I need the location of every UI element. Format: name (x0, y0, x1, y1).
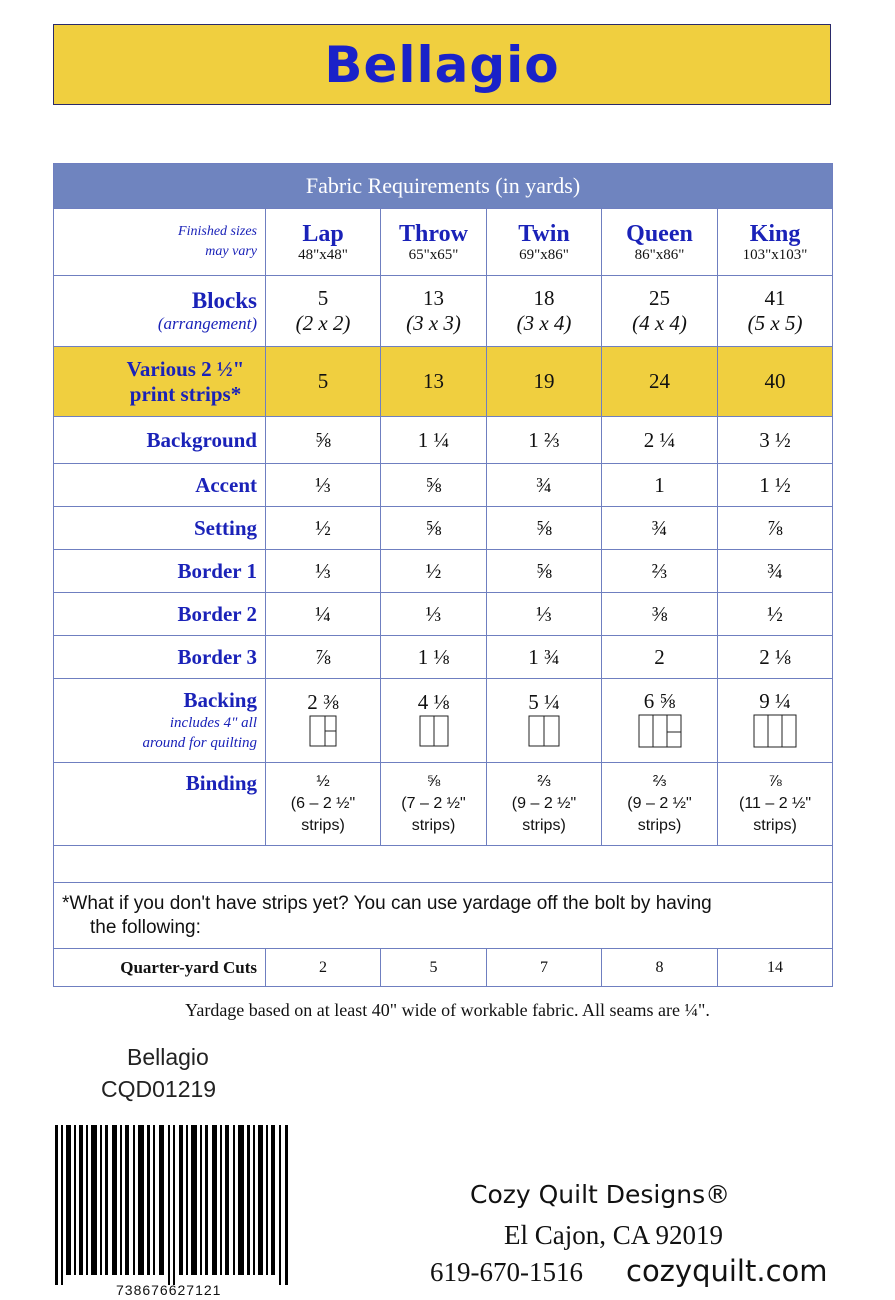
strips-label: Various 2 ½" print strips* (54, 347, 266, 417)
barcode (55, 1125, 293, 1285)
backing-cell: 9 ¼ (718, 679, 833, 763)
backing-diagram-icon (753, 714, 797, 748)
row-label: Background (54, 417, 266, 464)
backing-cell: 6 ⅝ (602, 679, 718, 763)
company-phone: 619-670-1516 (430, 1257, 583, 1287)
backing-diagram-icon (309, 715, 337, 747)
row-cell: ⅝ (487, 507, 602, 550)
company-city: El Cajon, CA 92019 (504, 1220, 724, 1250)
backing-cell: 4 ⅛ (381, 679, 487, 763)
row-cell: ½ (381, 550, 487, 593)
strips-cell: 13 (381, 347, 487, 417)
row-cell: ½ (718, 593, 833, 636)
size-throw: Throw 65"x65" (381, 209, 487, 276)
row-cell: 2 ¼ (602, 417, 718, 464)
row-cell: ½ (266, 507, 381, 550)
size-lap: Lap 48"x48" (266, 209, 381, 276)
row-label: Setting (54, 507, 266, 550)
row-cell: ⅞ (266, 636, 381, 679)
blocks-cell: 41 (5 x 5) (718, 276, 833, 347)
row-cell: ¼ (266, 593, 381, 636)
product-code: CQD01219 (101, 1076, 217, 1102)
binding-cell: ⅔ (9 – 2 ½" strips) (487, 763, 602, 846)
binding-cell: ⅔ (9 – 2 ½" strips) (602, 763, 718, 846)
row-cell: 1 ⅛ (381, 636, 487, 679)
row-cell: ⅓ (266, 550, 381, 593)
row-cell: 2 ⅛ (718, 636, 833, 679)
row-cell: 1 (602, 464, 718, 507)
row-cell: 1 ⅔ (487, 417, 602, 464)
blocks-label: Blocks (arrangement) (54, 276, 266, 347)
quarter-yard-cell: 2 (266, 949, 381, 987)
row-label: Border 3 (54, 636, 266, 679)
row-cell: ⅝ (487, 550, 602, 593)
barcode-number: 738676627121 (116, 1282, 222, 1298)
row-cell: 1 ¾ (487, 636, 602, 679)
row-cell: 2 (602, 636, 718, 679)
table-header: Fabric Requirements (in yards) (54, 164, 833, 209)
company-website[interactable]: cozyquilt.com (626, 1254, 828, 1288)
blocks-cell: 13 (3 x 3) (381, 276, 487, 347)
row-cell: ⅔ (602, 550, 718, 593)
strips-cell: 40 (718, 347, 833, 417)
blocks-cell: 5 (2 x 2) (266, 276, 381, 347)
strips-cell: 5 (266, 347, 381, 417)
quarter-yard-cell: 14 (718, 949, 833, 987)
row-cell: ⅞ (718, 507, 833, 550)
spacer-row (54, 846, 833, 883)
row-cell: ⅓ (266, 464, 381, 507)
backing-label: Backing includes 4" all around for quilting (54, 679, 266, 763)
quarter-yard-cell: 5 (381, 949, 487, 987)
quarter-yard-label: Quarter-yard Cuts (54, 949, 266, 987)
row-cell: ⅝ (266, 417, 381, 464)
title-banner (53, 24, 831, 105)
row-label: Accent (54, 464, 266, 507)
backing-cell: 5 ¼ (487, 679, 602, 763)
backing-diagram-icon (419, 715, 449, 747)
strips-cell: 24 (602, 347, 718, 417)
binding-cell: ⅞ (11 – 2 ½" strips) (718, 763, 833, 846)
row-cell: 3 ½ (718, 417, 833, 464)
product-name: Bellagio (127, 1044, 209, 1070)
size-twin: Twin 69"x86" (487, 209, 602, 276)
pattern-title: Bellagio (324, 35, 560, 94)
row-cell: ⅝ (381, 507, 487, 550)
quarter-yard-cell: 7 (487, 949, 602, 987)
blocks-cell: 25 (4 x 4) (602, 276, 718, 347)
binding-cell: ½ (6 – 2 ½" strips) (266, 763, 381, 846)
row-cell: ¾ (602, 507, 718, 550)
backing-diagram-icon (528, 715, 560, 747)
row-cell: 1 ¼ (381, 417, 487, 464)
size-queen: Queen 86"x86" (602, 209, 718, 276)
backing-diagram-icon (638, 714, 682, 748)
strips-cell: 19 (487, 347, 602, 417)
row-cell: ⅝ (381, 464, 487, 507)
binding-cell: ⅝ (7 – 2 ½" strips) (381, 763, 487, 846)
row-cell: ⅜ (602, 593, 718, 636)
size-note: Finished sizes may vary (54, 209, 266, 276)
strips-note: *What if you don't have strips yet? You can use yardage off the bolt by having the following: (54, 883, 833, 949)
fabric-requirements-table (53, 163, 833, 987)
blocks-cell: 18 (3 x 4) (487, 276, 602, 347)
row-label: Border 1 (54, 550, 266, 593)
row-cell: ⅓ (381, 593, 487, 636)
row-cell: 1 ½ (718, 464, 833, 507)
row-cell: ⅓ (487, 593, 602, 636)
row-label: Border 2 (54, 593, 266, 636)
backing-cell: 2 ⅜ (266, 679, 381, 763)
quarter-yard-cell: 8 (602, 949, 718, 987)
row-cell: ¾ (487, 464, 602, 507)
yardage-note: Yardage based on at least 40" wide of workable fabric. All seams are ¼". (185, 1000, 710, 1020)
binding-label: Binding (54, 763, 266, 846)
row-cell: ¾ (718, 550, 833, 593)
size-king: King 103"x103" (718, 209, 833, 276)
company-name: Cozy Quilt Designs® (470, 1180, 731, 1209)
